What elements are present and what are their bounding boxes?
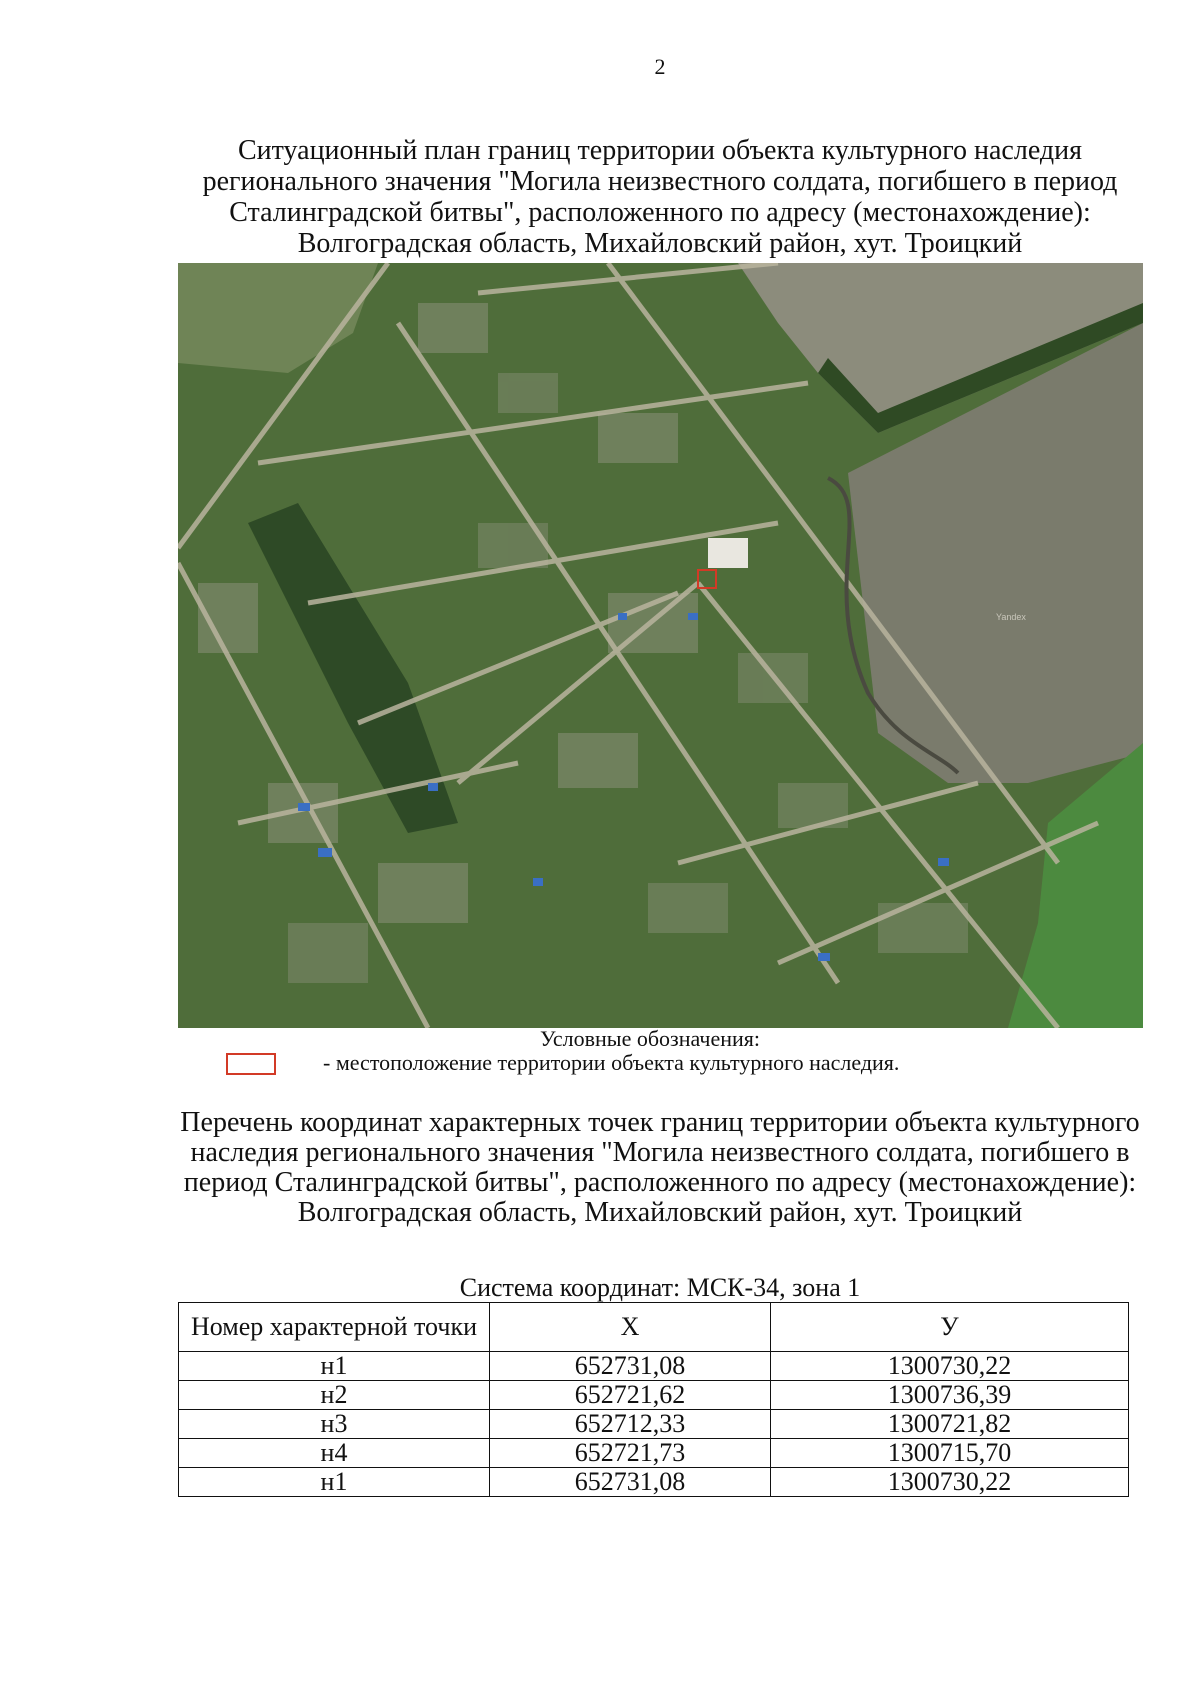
situational-map <box>178 263 1143 1028</box>
coordinates-table <box>178 1302 1129 1497</box>
cell-y: 1300730,22 <box>771 1352 1129 1381</box>
table-row <box>179 1352 1129 1381</box>
cell-x: 652721,73 <box>490 1439 771 1468</box>
table-row <box>179 1410 1129 1439</box>
cell-point: н4 <box>179 1439 490 1468</box>
page-number: 2 <box>654 54 666 79</box>
table-row <box>179 1468 1129 1497</box>
cell-y: 1300736,39 <box>771 1381 1129 1410</box>
plan-title: Ситуационный план границ территории объекта культурного наследия регионального значения "Могила неизвестного солдата, погибшего в период Сталинградской битвы", расположенного по адресу (местонахождение): Волгоградская область, Михайловский район, хут. Троицкий <box>202 135 1118 259</box>
table-header-row <box>179 1303 1129 1352</box>
cell-point: н3 <box>179 1410 490 1439</box>
legend-entry-text: - местоположение территории объекта культурного наследия. <box>323 1050 900 1075</box>
cell-point: н1 <box>179 1352 490 1381</box>
cell-x: 652731,08 <box>490 1468 771 1497</box>
map-watermark: Yandex <box>996 612 1026 622</box>
header-x: X <box>490 1303 771 1352</box>
coordinates-list-title: Перечень координат характерных точек границ территории объекта культурного наследия регионального значения "Могила неизвестного солдата, погибшего в период Сталинградской битвы", расположенного по адресу (местонахождение): Волгоградская область, Михайловский район, хут. Троицкий <box>180 1107 1140 1228</box>
coordinate-system: Система координат: МСК-34, зона 1 <box>459 1273 861 1302</box>
satellite-map-image <box>178 263 1143 1028</box>
cell-point: н2 <box>179 1381 490 1410</box>
legend-title: Условные обозначения: <box>539 1026 761 1051</box>
cell-x: 652721,62 <box>490 1381 771 1410</box>
cell-x: 652712,33 <box>490 1410 771 1439</box>
table-row <box>179 1439 1129 1468</box>
legend-swatch <box>226 1053 276 1075</box>
legend-row <box>226 1050 1026 1080</box>
white-building <box>708 538 748 568</box>
cell-y: 1300715,70 <box>771 1439 1129 1468</box>
table-row <box>179 1381 1129 1410</box>
cell-y: 1300730,22 <box>771 1468 1129 1497</box>
cell-y: 1300721,82 <box>771 1410 1129 1439</box>
header-y: У <box>771 1303 1129 1352</box>
cell-x: 652731,08 <box>490 1352 771 1381</box>
cell-point: н1 <box>179 1468 490 1497</box>
header-point: Номер характерной точки <box>179 1303 490 1352</box>
